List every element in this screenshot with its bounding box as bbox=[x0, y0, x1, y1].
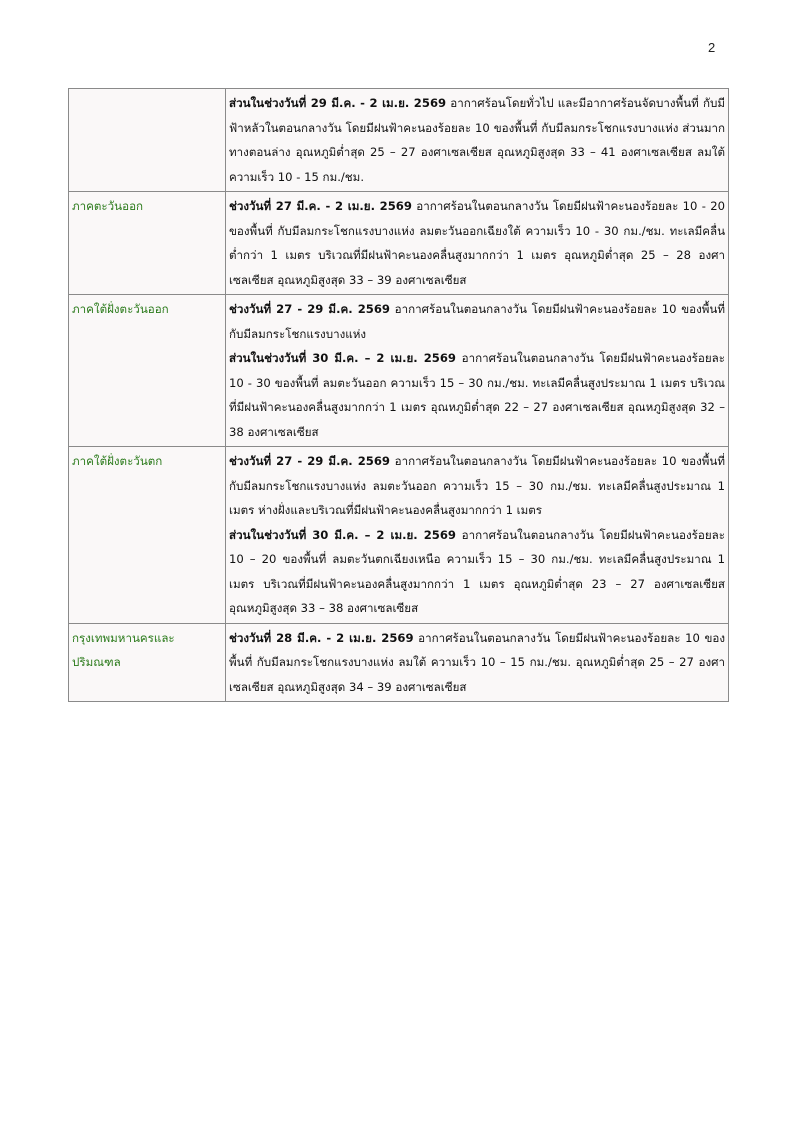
period-label: ช่วงวันที่ 27 มี.ค. - 2 เม.ย. 2569 bbox=[229, 199, 412, 213]
table-row bbox=[69, 623, 729, 702]
forecast-paragraph bbox=[229, 297, 725, 346]
table-row bbox=[69, 192, 729, 295]
forecast-paragraph bbox=[229, 91, 725, 189]
table-row bbox=[69, 295, 729, 447]
forecast-paragraph bbox=[229, 523, 725, 621]
forecast-text: อากาศร้อนในตอนกลางวัน โดยมีฝนฟ้าคะนองร้อยละ 10 ของพื้นที่ กับมีลมกระโชกแรงบางแห่ง ลมตะวันออก ความเร็ว 15 – 30 กม./ชม. ทะเลมีคลื่นสูงประมาณ 1 เมตร ห่างฝั่งและบริเวณที่มีฝนฟ้าคะนองคลื่นสูงมากกว่า 1 เมตร bbox=[229, 454, 725, 517]
page-number: 2 bbox=[708, 40, 716, 55]
forecast-paragraph bbox=[229, 194, 725, 292]
region-cell bbox=[69, 89, 226, 192]
forecast-paragraph bbox=[229, 449, 725, 523]
period-label: ช่วงวันที่ 27 - 29 มี.ค. 2569 bbox=[229, 454, 390, 468]
period-label: ส่วนในช่วงวันที่ 30 มี.ค. – 2 เม.ย. 2569 bbox=[229, 527, 456, 542]
region-cell: กรุงเทพมหานครและปริมณฑล bbox=[69, 623, 226, 702]
period-label: ช่วงวันที่ 28 มี.ค. - 2 เม.ย. 2569 bbox=[229, 630, 414, 645]
forecast-detail-cell bbox=[226, 192, 729, 295]
table-row bbox=[69, 447, 729, 624]
region-cell: ภาคใต้ฝั่งตะวันออก bbox=[69, 295, 226, 447]
forecast-text: อากาศร้อนในตอนกลางวัน โดยมีฝนฟ้าคะนองร้อยละ 10 - 30 ของพื้นที่ ลมตะวันออก ความเร็ว 15 – 30 กม./ชม. ทะเลมีคลื่นสูงประมาณ 1 เมตร บริเวณที่มีฝนฟ้าคะนองคลื่นสูงมากกว่า 1 เมตร อุณหภูมิต่ำสุด 22 – 27 องศาเซลเซียส อุณหภูมิสูงสุด 32 – 38 องศาเซลเซียส bbox=[229, 351, 725, 439]
region-cell: ภาคใต้ฝั่งตะวันตก bbox=[69, 447, 226, 624]
region-cell: ภาคตะวันออก bbox=[69, 192, 226, 295]
forecast-text: อากาศร้อนในตอนกลางวัน โดยมีฝนฟ้าคะนองร้อยละ 10 – 20 ของพื้นที่ ลมตะวันตกเฉียงเหนือ ความเร็ว 15 – 30 กม./ชม. ทะเลมีคลื่นสูงประมาณ 1 เมตร บริเวณที่มีฝนฟ้าคะนองคลื่นสูงมากกว่า 1 เมตร อุณหภูมิต่ำสุด 23 – 27 องศาเซลเซียส อุณหภูมิสูงสุด 33 – 38 องศาเซลเซียส bbox=[229, 527, 725, 615]
forecast-paragraph bbox=[229, 346, 725, 444]
forecast-text: อากาศร้อนโดยทั่วไป และมีอากาศร้อนจัดบางพื้นที่ กับมีฟ้าหลัวในตอนกลางวัน โดยมีฝนฟ้าคะนองร้อยละ 10 ของพื้นที่ กับมีลมกระโชกแรงบางแห่ง ส่วนมากทางตอนล่าง อุณหภูมิต่ำสุด 25 – 27 องศาเซลเซียส อุณหภูมิสูงสุด 33 – 41 องศาเซลเซียส ลมใต้ ความเร็ว 10 - 15 กม./ชม. bbox=[229, 96, 725, 184]
forecast-text: อากาศร้อนในตอนกลางวัน โดยมีฝนฟ้าคะนองร้อยละ 10 ของพื้นที่ กับมีลมกระโชกแรงบางแห่ง bbox=[229, 302, 725, 341]
period-label: ส่วนในช่วงวันที่ 29 มี.ค. - 2 เม.ย. 2569 bbox=[229, 96, 447, 110]
forecast-detail-cell bbox=[226, 623, 729, 702]
forecast-detail-cell bbox=[226, 295, 729, 447]
forecast-text: อากาศร้อนในตอนกลางวัน โดยมีฝนฟ้าคะนองร้อยละ 10 ของพื้นที่ กับมีลมกระโชกแรงบางแห่ง ลมใต้ ความเร็ว 10 – 15 กม./ชม. อุณหภูมิต่ำสุด 25 – 27 องศาเซลเซียส อุณหภูมิสูงสุด 34 – 39 องศาเซลเซียส bbox=[229, 630, 726, 694]
forecast-text: อากาศร้อนในตอนกลางวัน โดยมีฝนฟ้าคะนองร้อยละ 10 - 20 ของพื้นที่ กับมีลมกระโชกแรงบางแห่ง ลมตะวันออกเฉียงใต้ ความเร็ว 10 - 30 กม./ชม. ทะเลมีคลื่นต่ำกว่า 1 เมตร บริเวณที่มีฝนฟ้าคะนองคลื่นสูงมากกว่า 1 เมตร อุณหภูมิต่ำสุด 25 – 28 องศาเซลเซียส อุณหภูมิสูงสุด 33 – 39 องศาเซลเซียส bbox=[229, 199, 725, 287]
table-row bbox=[69, 89, 729, 192]
forecast-paragraph bbox=[229, 626, 725, 700]
period-label: ส่วนในช่วงวันที่ 30 มี.ค. – 2 เม.ย. 2569 bbox=[229, 351, 456, 365]
period-label: ช่วงวันที่ 27 - 29 มี.ค. 2569 bbox=[229, 302, 390, 316]
forecast-detail-cell bbox=[226, 447, 729, 624]
forecast-detail-cell bbox=[226, 89, 729, 192]
forecast-table bbox=[68, 88, 729, 702]
